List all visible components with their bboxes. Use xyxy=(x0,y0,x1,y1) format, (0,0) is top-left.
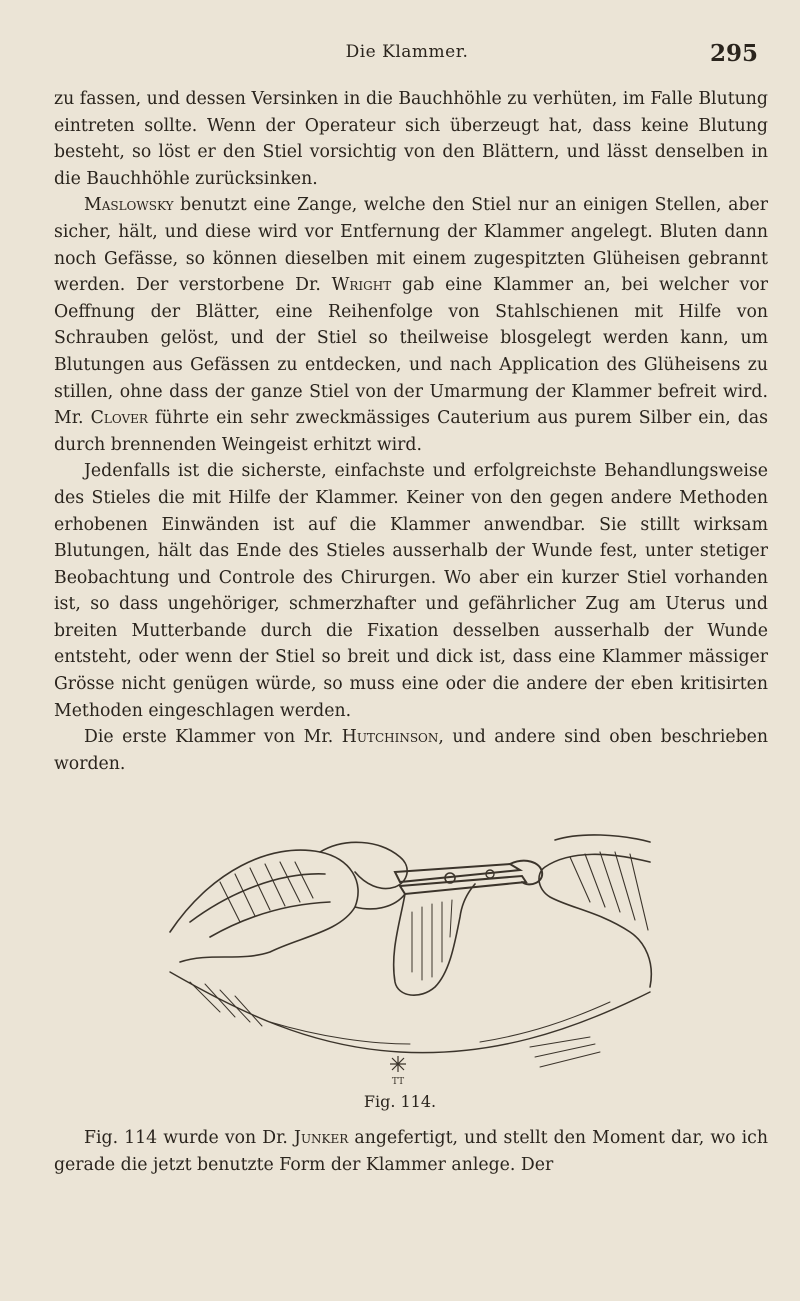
left-fingers xyxy=(320,842,407,888)
paragraph-1: zu fassen, und dessen Versinken in die Bauchhöhle zu verhüten, im Falle Blutung eintreten sollte. Wenn der Operateur sich überzeugt hat, dass keine Blutung besteht, so löst er den Stiel vorsichtig von den Blättern, und lässt denselben in die Bauchhöhle zurücksinken. xyxy=(54,89,768,189)
paragraph-3: Jedenfalls ist die sicherste, einfachste und erfolgreichste Behandlungsweise des Stieles die mit Hilfe der Klammer. Keiner von den gegen andere Methoden erhobenen Einwänden ist auf die Klammer anwendbar. Sie stillt wirksam Blutungen, hält das Ende des Stieles ausserhalb der Wunde fest, unter stetiger Beobachtung und Controle des Chirurgen. Wo aber ein kurzer Stiel vorhanden ist, so dass ungehöriger, schmerzhafter und gefährlicher Zug am Uterus und breiten Mutterbande durch die Fixation desselben ausserhalb der Wunde entsteht, oder wenn der Stiel so breit und dick ist, dass eine Klammer mässiger Grösse nicht genügen würde, so muss eine oder die andere der eben kritisirten Methoden eingeschlagen werden. xyxy=(54,461,768,721)
paragraph-5 xyxy=(54,1125,768,1178)
paragraph-4 xyxy=(54,724,768,777)
left-arm xyxy=(170,850,358,962)
paragraph-2-text-2: gab eine Klammer an, bei welcher vor Oeffnung der Blätter, eine Reihenfolge von Stahlschienen mit Hilfe von Schrauben gelöst, und der Stiel so theilweise blosgelegt werden kann, um Blutungen aus Gefässen zu entdecken, und nach Application des Glüheisens zu stillen, ohne dass der ganze Stiel von der Umarmung der Klammer befreit wird. Mr. xyxy=(54,275,769,429)
abdomen-outline xyxy=(170,972,650,1053)
pedicle xyxy=(394,884,475,995)
page-header xyxy=(54,42,760,72)
clamp-jaws xyxy=(395,864,520,882)
engraver-initials: TT xyxy=(391,1077,405,1087)
body-text xyxy=(54,86,768,777)
paragraph-4-text-1: Die erste Klammer von Mr. xyxy=(84,727,342,748)
page-number: 295 xyxy=(709,40,758,67)
author-name-clover: Clover xyxy=(90,408,148,429)
figure-caption: Fig. 114. xyxy=(363,1092,437,1111)
paragraph-4-text-2: , und andere sind oben beschrieben worden. xyxy=(54,727,768,774)
author-name-junker: Junker xyxy=(294,1128,349,1148)
author-name-hutchinson: Hutchinson xyxy=(341,727,439,748)
author-name-maslowsky: Maslowsky xyxy=(84,195,174,216)
paragraph-2 xyxy=(54,192,768,458)
paragraph-5-text-2: angefertigt, und stellt den Moment dar, wo ich gerade die jetzt benutzte Form der Klammer anlege. Der xyxy=(54,1128,768,1175)
paragraph-5-text-1: Fig. 114 wurde von Dr. xyxy=(84,1128,295,1148)
paragraph-2-text-3: führte ein sehr zweckmässiges Cauterium aus purem Silber ein, das durch brennenden Weingeist erhitzt wird. xyxy=(54,408,768,455)
clamp-engraving xyxy=(150,812,670,1087)
engraver-mark xyxy=(390,1056,406,1072)
continuation-text xyxy=(54,1125,768,1178)
figure-114-illustration xyxy=(150,812,670,1087)
author-name-wright: Wright xyxy=(331,275,392,296)
running-title: Die Klammer. xyxy=(345,42,469,62)
paragraph-2-text-1: benutzt eine Zange, welche den Stiel nur an einigen Stellen, aber sicher, hält, und diese wird vor Entfernung der Klammer angelegt. Bluten dann noch Gefässe, so können dieselben mit einem zugespitzten Glüheisen gebrannt werden. Der verstorbene Dr. xyxy=(54,195,768,296)
